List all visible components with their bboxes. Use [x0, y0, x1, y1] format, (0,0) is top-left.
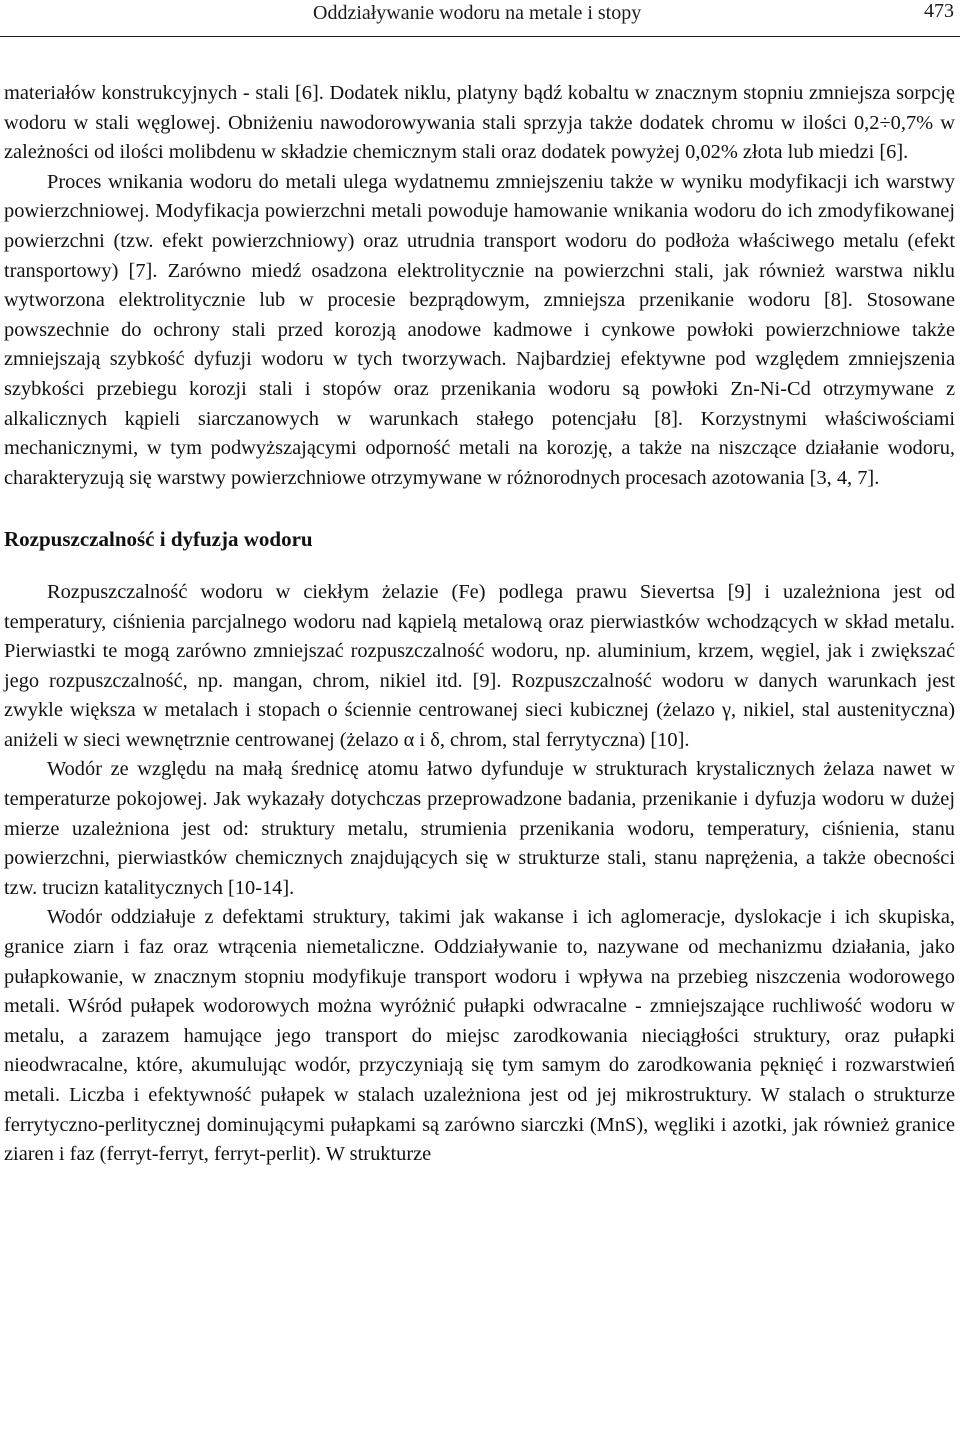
paragraph-diffusion: Wodór ze względu na małą średnicę atomu łatwo dyfunduje w strukturach krystalicznych żelaza nawet w temperaturze pokojowej. Jak wykazały dotychczas przeprowadzone badania, przenikanie i dyfuzja wodoru w dużej mierze uzależniona jest od: struktury metalu, strumienia przenikania wodoru, temperatury, ciśnienia, stanu powierzchni, pierwiastków chemicznych znajdujących się w strukturze stali, stanu naprężenia, a także obecności tzw. trucizn katalitycznych [10-14]. [4, 758, 955, 899]
paragraph-surface-modification: Proces wnikania wodoru do metali ulega wydatnemu zmniejszeniu także w wyniku modyfikacji ich warstwy powierzchniowej. Modyfikacja powierzchni metali powoduje hamowanie wnikania wodoru do ich zmodyfikowanej powierzchni (tzw. efekt powierzchniowy) oraz utrudnia transport wodoru do podłoża właściwego metalu (efekt transportowy) [7]. Zarówno miedź osadzona elektrolitycznie na powierzchni stali, jak również warstwa niklu wytworzona elektrolitycznie lub w procesie bezprądowym, zmniejsza przenikanie wodoru [8]. Stosowane powszechnie do ochrony stali przed korozją anodowe kadmowe i cynkowe powłoki powierzchniowe także zmniejszają szybkość dyfuzji wodoru w tych tworzywach. Najbardziej efektywne pod względem zmniejszenia szybkości przebiegu korozji stali i stopów oraz przenikania wodoru są powłoki Zn-Ni-Cd otrzymywane z alkalicznych kąpieli siarczanowych w warunkach stałego potencjału [8]. Korzystnymi właściwościami mechanicznymi, w tym podwyższającymi odporność metali na korozję, a także na niszczące działanie wodoru, charakteryzują się warstwy powierzchniowe otrzymywane w różnorodnych procesach azotowania [3, 4, 7]. [4, 170, 955, 489]
paragraph-continuation: materiałów konstrukcyjnych - stali [6]. Dodatek niklu, platyny bądź kobaltu w znacznym stopniu zmniejsza sorpcję wodoru w stali węglowej. Obniżeniu nawodorowywania stali sprzyja także dodatek chromu w ilości 0,2÷0,7% w zależności od ilości molibdenu w składzie chemicznym stali oraz dodatek powyżej 0,02% złota lub miedzi [6]. [4, 82, 955, 164]
paragraph-trapping: Wodór oddziałuje z defektami struktury, takimi jak wakanse i ich aglomeracje, dyslokacje i ich skupiska, granice ziarn i faz oraz wtrącenia niemetaliczne. Oddziaływanie to, nazywane od mechanizmu działania, jako pułapkowanie, w znacznym stopniu modyfikuje transport wodoru i wpływa na przebieg niszczenia wodorowego metali. Wśród pułapek wodorowych można wyróżnić pułapki odwracalne - zmniejszające ruchliwość wodoru w metalu, a zarazem hamujące jego transport do miejsc zarodkowania nieciągłości struktury, oraz pułapki nieodwracalne, które, akumulując wodór, przyczyniają się tym samym do zarodkowania pęknięć i rozwarstwień metali. Liczba i efektywność pułapek w stalach uzależniona jest od jej mikrostruktury. W stalach o strukturze ferrytyczno-perlitycznej dominującymi pułapkami są zarówno siarczki (MnS), węgliki i azotki, jak również granice ziaren i faz (ferryt-ferryt, ferryt-perlit). W strukturze [4, 906, 955, 1166]
section-heading: Rozpuszczalność i dyfuzja wodoru [4, 527, 313, 552]
page-number: 473 [924, 0, 954, 22]
paragraph-solubility: Rozpuszczalność wodoru w ciekłym żelazie (Fe) podlega prawu Sievertsa [9] i uzależniona jest od temperatury, ciśnienia parcjalnego wodoru nad kąpielą metalową oraz pierwiastków wchodzących w skład metalu. Pierwiastki te mogą zarówno zmniejszać rozpuszczalność wodoru, np. aluminium, krzem, węgiel, jak i zwiększać jego rozpuszczalność, np. mangan, chrom, nikiel itd. [9]. Rozpuszczalność wodoru w danych warunkach jest zwykle większa w metalach i stopach o ściennie centrowanej sieci kubicznej (żelazo γ, nikiel, stal austenityczna) aniżeli w sieci wewnętrznie centrowanej (żelazo α i δ, chrom, stal ferrytyczna) [10]. [4, 580, 955, 751]
running-header [0, 0, 960, 37]
page-body [4, 79, 955, 1170]
running-header-title: Oddziaływanie wodoru na metale i stopy [313, 2, 642, 24]
